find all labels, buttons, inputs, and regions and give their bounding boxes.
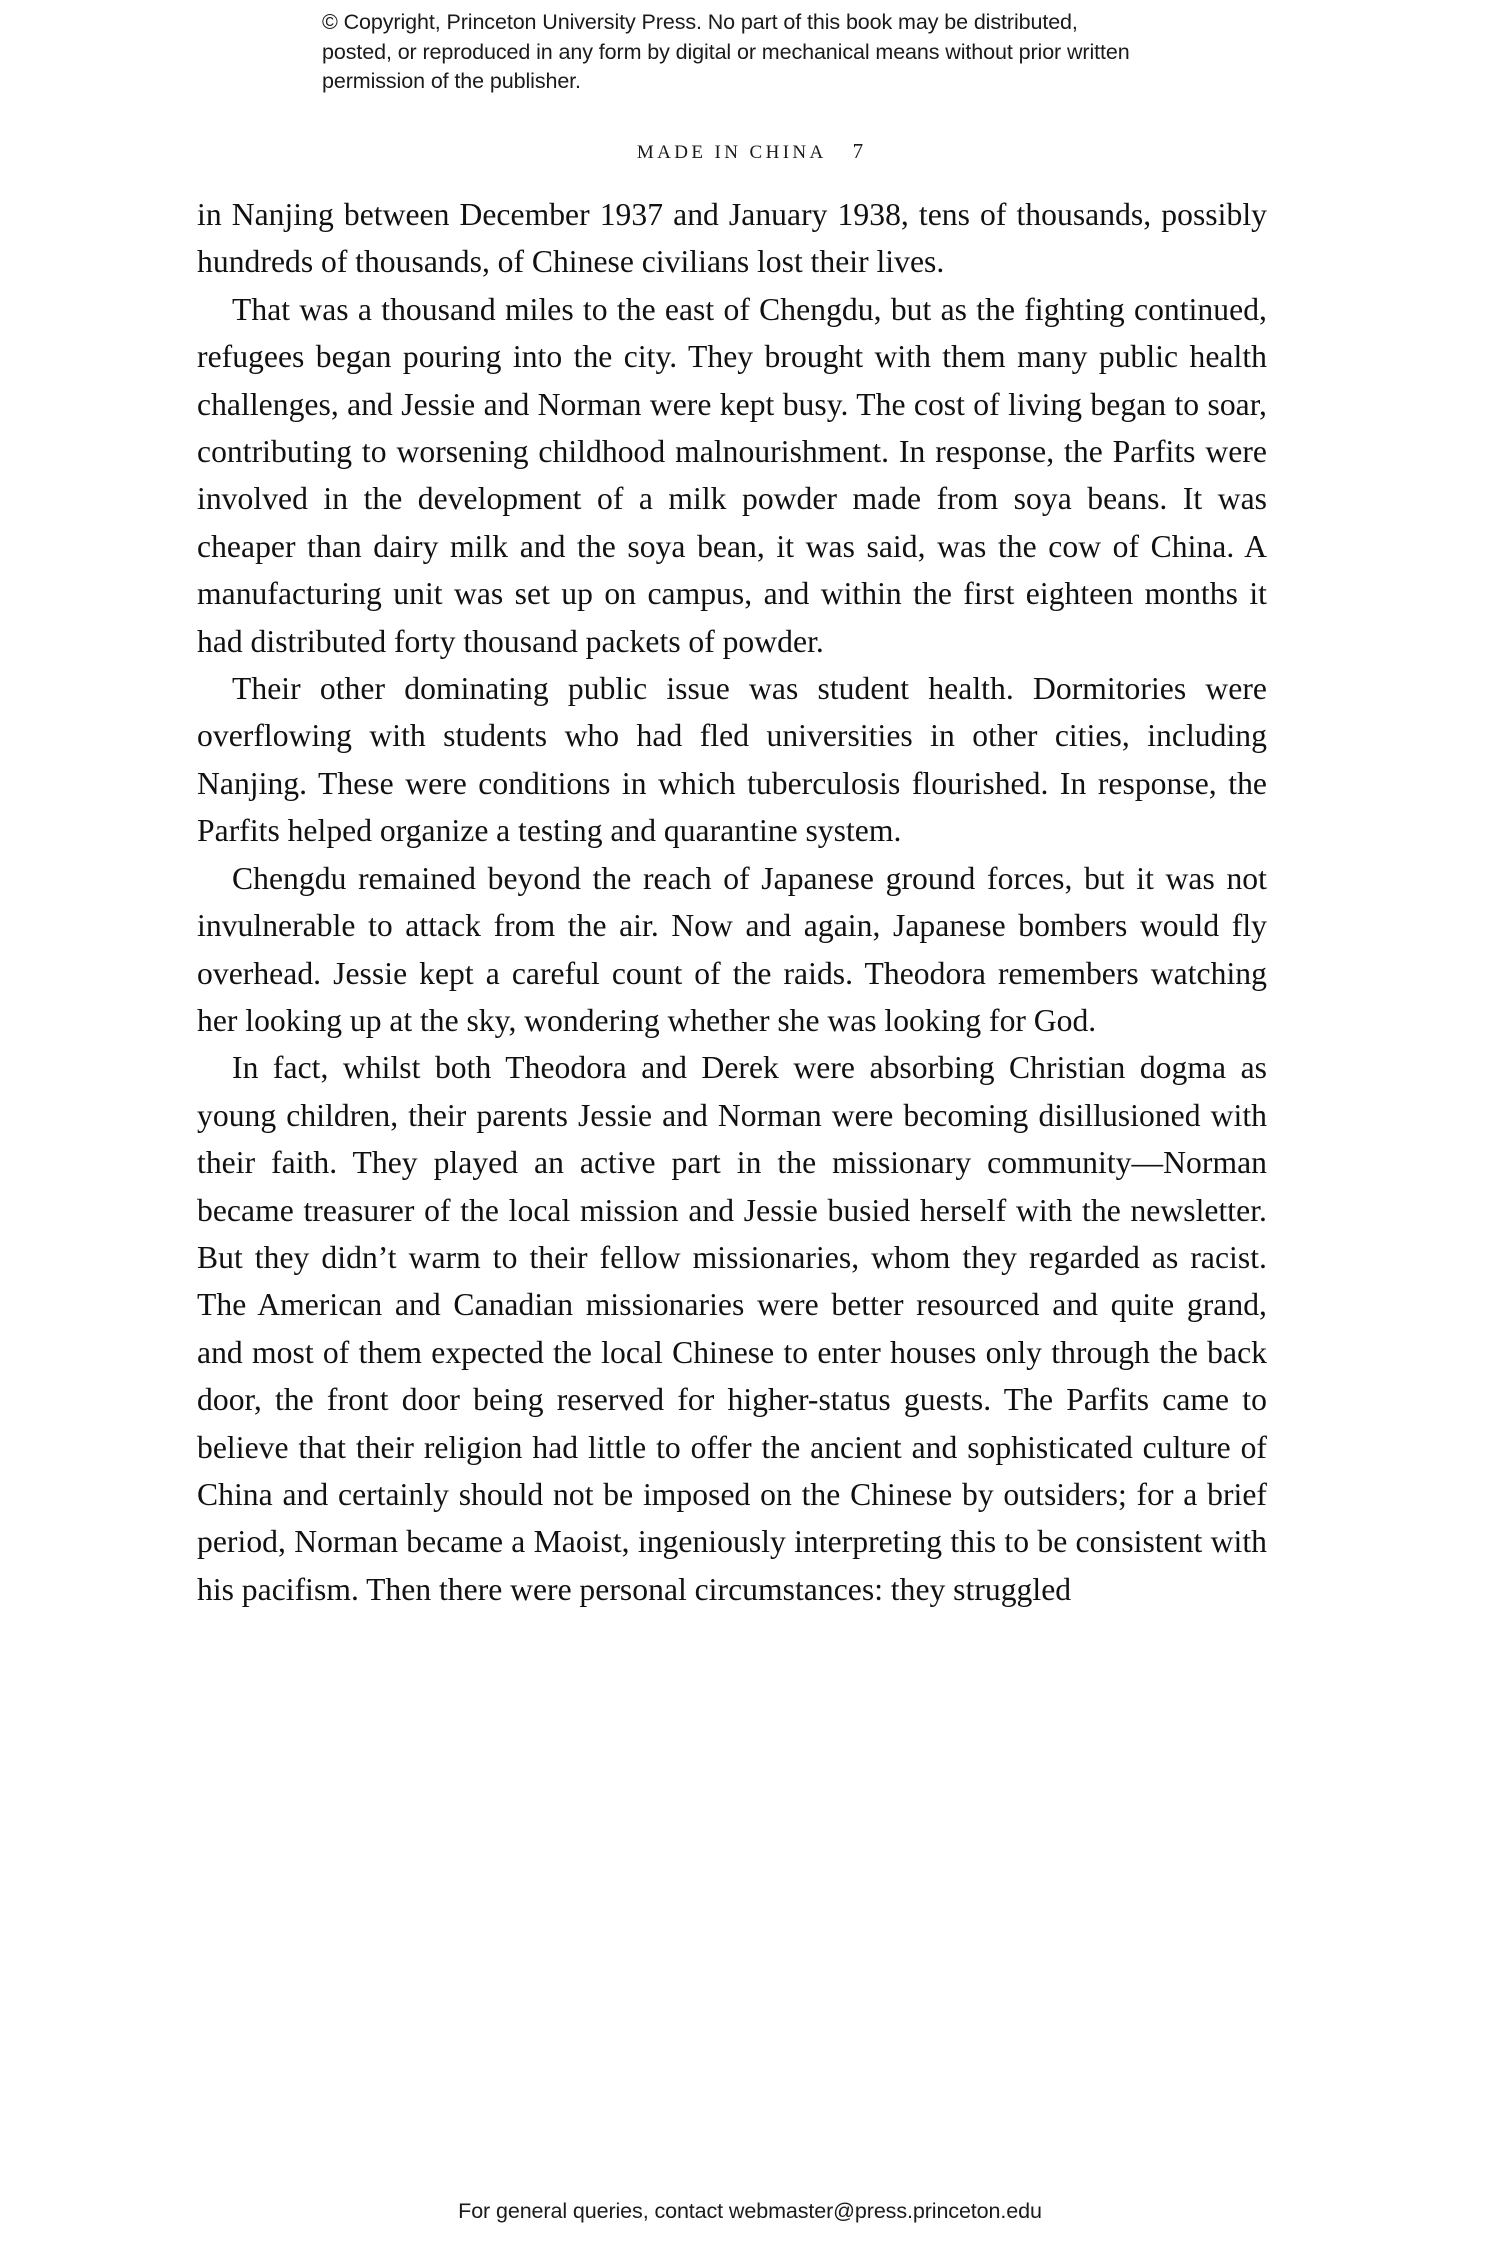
body-paragraph: Chengdu remained beyond the reach of Japanese ground forces, but it was not invulnerable to attack from the air. Now and again, Japanese bombers would fly overhead. Jessie kept a careful count of the raids. Theodora remembers watching her looking up at the sky, wondering whether she was looking for God. [197, 860, 1267, 1038]
footer-query-note: For general queries, contact webmaster@press.princeton.edu [458, 2199, 1042, 2223]
body-text [197, 191, 1267, 1613]
body-paragraph: In fact, whilst both Theodora and Derek were absorbing Christian dogma as young children, their parents Jessie and Norman were becoming disillusioned with their faith. They played an active part in the missionary community—Norman became treasurer of the local mission and Jessie busied herself with the newsletter. But they didn’t warm to their fellow missionaries, whom they regarded as racist. The American and Canadian missionaries were better resourced and quite grand, and most of them expected the local Chinese to enter houses only through the back door, the front door being reserved for higher-status guests. The Parfits came to believe that their religion had little to offer the ancient and sophisticated culture of China and certainly should not be imposed on the Chinese by outsiders; for a brief period, Norman became a Maoist, ingeniously interpreting this to be consistent with his pacifism. Then there were personal circumstances: they struggled [197, 1050, 1267, 1607]
body-paragraph: Their other dominating public issue was student health. Dormitories were overflowing with students who had fled universities in other cities, including Nanjing. These were conditions in which tuberculosis flourished. In response, the Parfits helped organize a testing and quarantine system. [197, 671, 1267, 849]
running-head-title: MADE IN CHINA [636, 142, 827, 163]
copyright-notice: © Copyright, Princeton University Press. No part of this book may be distributed, posted, or reproduced in any form by digital or mechanical means without prior written permission of the publisher. [322, 10, 1130, 93]
body-paragraph: in Nanjing between December 1937 and January 1938, tens of thousands, possibly hundreds of thousands, of Chinese civilians lost their lives. [197, 197, 1267, 280]
body-paragraph: That was a thousand miles to the east of Chengdu, but as the fighting continued, refugees began pouring into the city. They brought with them many public health challenges, and Jessie and Norman were kept busy. The cost of living began to soar, contributing to worsening childhood malnourishment. In response, the Parfits were involved in the development of a milk powder made from soya beans. It was cheaper than dairy milk and the soya bean, it was said, was the cow of China. A manufacturing unit was set up on campus, and within the first eighteen months it had distributed forty thousand packets of powder. [197, 291, 1267, 659]
page-number: 7 [852, 139, 864, 163]
running-head [0, 139, 1500, 164]
